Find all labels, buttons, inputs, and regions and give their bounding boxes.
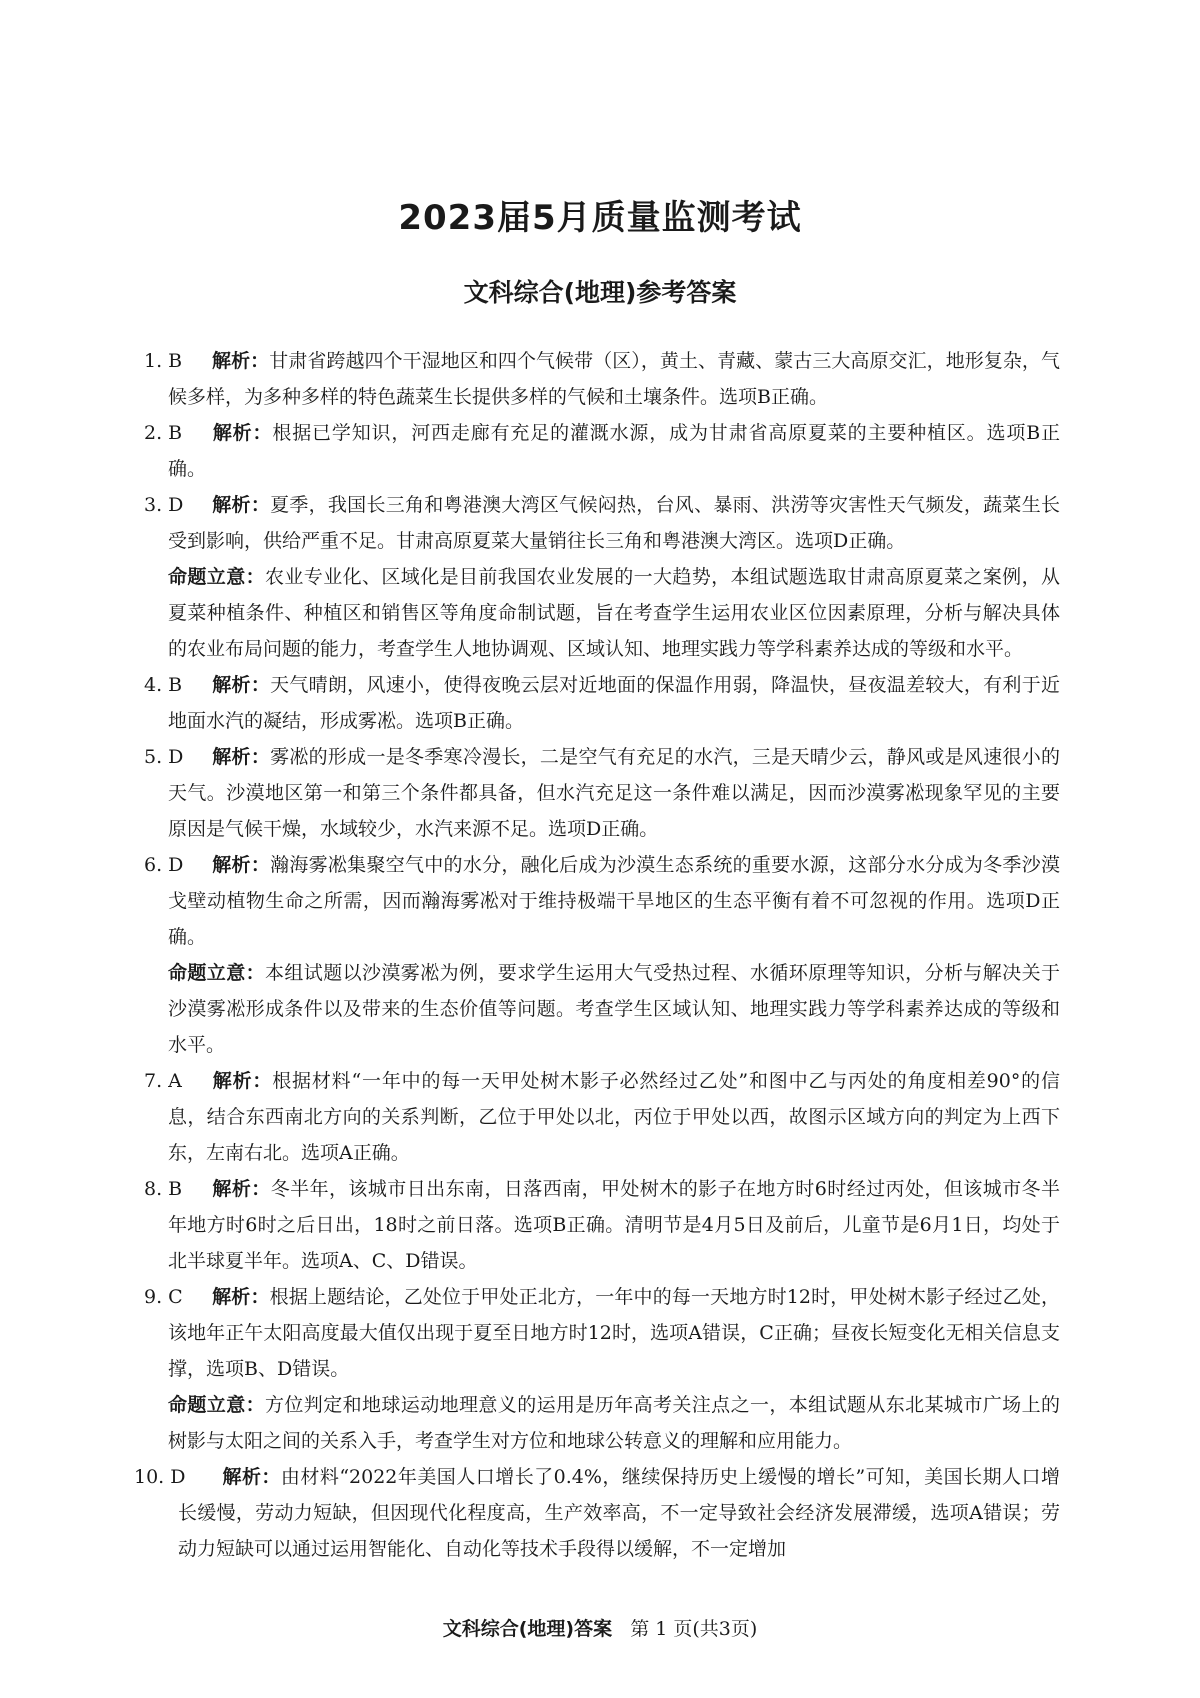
intent-text: 方位判定和地球运动地理意义的运用是历年高考关注点之一，本组试题从东北某城市广场上的树影与太阳之间的关系入手，考查学生对方位和地球公转意义的理解和应用能力。: [168, 1394, 1060, 1452]
intent-paragraph-1: [146, 559, 1060, 667]
question-answer: B: [168, 674, 183, 696]
question-number: 10.: [134, 1466, 165, 1488]
question-number: 8.: [144, 1178, 163, 1200]
page-footer: [0, 1614, 1200, 1641]
analysis-label: 解析：: [222, 1466, 281, 1488]
analysis-label: 解析：: [212, 746, 271, 768]
intent-text: 本组试题以沙漠雾凇为例，要求学生运用大气受热过程、水循环原理等知识，分析与解决关于沙漠雾凇形成条件以及带来的生态价值等问题。考查学生区域认知、地理实践力等学科素养达成的等级和水平。: [168, 962, 1060, 1056]
analysis-text: 根据上题结论，乙处位于甲处正北方，一年中的每一天地方时12时，甲处树木影子经过乙处，该地年正午太阳高度最大值仅出现于夏至日地方时12时，选项A错误，C正确；昼夜长短变化无相关信息支撑，选项B、D错误。: [168, 1286, 1060, 1380]
question-answer: D: [168, 854, 184, 876]
question-answer: A: [168, 1070, 182, 1092]
analysis-text: 根据已学知识，河西走廊有充足的灌溉水源，成为甘肃省高原夏菜的主要种植区。选项B正确。: [168, 422, 1060, 480]
analysis-label: 解析：: [212, 494, 271, 516]
question-number: 5.: [144, 746, 163, 768]
analysis-text: 根据材料“一年中的每一天甲处树木影子必然经过乙处”和图中乙与丙处的角度相差90°的信息，结合东西南北方向的关系判断，乙位于甲处以北，丙位于甲处以西，故图示区域方向的判定为上西下东，左南右北。选项A正确。: [168, 1070, 1060, 1164]
question-answer: D: [168, 494, 184, 516]
answer-item-2: [146, 415, 1060, 487]
analysis-label: 解析：: [212, 350, 270, 372]
question-number: 1.: [144, 350, 163, 372]
analysis-text: 天气晴朗，风速小，使得夜晚云层对近地面的保温作用弱，降温快，昼夜温差较大，有利于近地面水汽的凝结，形成雾凇。选项B正确。: [168, 674, 1060, 732]
analysis-text: 夏季，我国长三角和粤港澳大湾区气候闷热，台风、暴雨、洪涝等灾害性天气频发，蔬菜生长受到影响，供给严重不足。甘肃高原夏菜大量销往长三角和粤港澳大湾区。选项D正确。: [168, 494, 1060, 552]
answer-item-5: [146, 739, 1060, 847]
question-answer: D: [170, 1466, 186, 1488]
intent-label: 命题立意：: [168, 1394, 265, 1416]
question-answer: B: [168, 422, 183, 444]
analysis-text: 由材料“2022年美国人口增长了0.4%，继续保持历史上缓慢的增长”可知，美国长期人口增长缓慢，劳动力短缺，但因现代化程度高，生产效率高，不一定导致社会经济发展滞缓，选项A错误；劳动力短缺可以通过运用智能化、自动化等技术手段得以缓解，不一定增加: [178, 1466, 1060, 1560]
question-number: 4.: [144, 674, 163, 696]
answer-item-10: [134, 1459, 1060, 1567]
answer-item-8: [146, 1171, 1060, 1279]
question-number: 6.: [144, 854, 163, 876]
question-number: 9.: [144, 1286, 163, 1308]
intent-paragraph-2: [146, 955, 1060, 1063]
answer-item-9: [146, 1279, 1060, 1387]
analysis-text: 甘肃省跨越四个干湿地区和四个气候带（区），黄土、青藏、蒙古三大高原交汇，地形复杂，气候多样，为多种多样的特色蔬菜生长提供多样的气候和土壤条件。选项B正确。: [168, 350, 1060, 408]
analysis-text: 瀚海雾凇集聚空气中的水分，融化后成为沙漠生态系统的重要水源，这部分水分成为冬季沙漠戈壁动植物生命之所需，因而瀚海雾凇对于维持极端干旱地区的生态平衡有着不可忽视的作用。选项D正确。: [168, 854, 1060, 948]
analysis-label: 解析：: [212, 422, 273, 444]
intent-text: 农业专业化、区域化是目前我国农业发展的一大趋势，本组试题选取甘肃高原夏菜之案例，从夏菜种植条件、种植区和销售区等角度命制试题，旨在考查学生运用农业区位因素原理，分析与解决具体的农业布局问题的能力，考查学生人地协调观、区域认知、地理实践力等学科素养达成的等级和水平。: [168, 566, 1060, 660]
intent-label: 命题立意：: [168, 566, 265, 588]
analysis-label: 解析：: [212, 854, 271, 876]
page-title: 2023届5月质量监测考试: [398, 198, 802, 238]
question-number: 3.: [144, 494, 163, 516]
analysis-text: 雾凇的形成一是冬季寒冷漫长，二是空气有充足的水汽，三是天晴少云，静风或是风速很小的天气。沙漠地区第一和第三个条件都具备，但水汽充足这一条件难以满足，因而沙漠雾凇现象罕见的主要原因是气候干燥，水域较少，水汽来源不足。选项D正确。: [168, 746, 1060, 840]
answer-item-3: [146, 487, 1060, 559]
question-answer: B: [168, 350, 183, 372]
question-answer: D: [168, 746, 184, 768]
question-number: 7.: [144, 1070, 163, 1092]
question-number: 2.: [144, 422, 163, 444]
answer-item-6: [146, 847, 1060, 955]
analysis-label: 解析：: [212, 1178, 271, 1200]
page-subtitle: 文科综合(地理)参考答案: [463, 278, 737, 307]
answer-item-7: [146, 1063, 1060, 1171]
footer-page-number: 第 1 页(共3页): [630, 1618, 758, 1640]
analysis-label: 解析：: [212, 1286, 270, 1308]
answer-item-1: [146, 343, 1060, 415]
answer-item-4: [146, 667, 1060, 739]
analysis-text: 冬半年，该城市日出东南，日落西南，甲处树木的影子在地方时6时经过丙处，但该城市冬半年地方时6时之后日出，18时之前日落。选项B正确。清明节是4月5日及前后，儿童节是6月1日，均处于北半球夏半年。选项A、C、D错误。: [168, 1178, 1060, 1272]
question-answer: C: [168, 1286, 183, 1308]
analysis-label: 解析：: [212, 1070, 273, 1092]
analysis-label: 解析：: [212, 674, 271, 696]
intent-paragraph-3: [146, 1387, 1060, 1459]
footer-subject: 文科综合(地理)答案: [442, 1618, 613, 1640]
answer-content: [134, 343, 1060, 1567]
intent-label: 命题立意：: [168, 962, 265, 984]
question-answer: B: [168, 1178, 183, 1200]
